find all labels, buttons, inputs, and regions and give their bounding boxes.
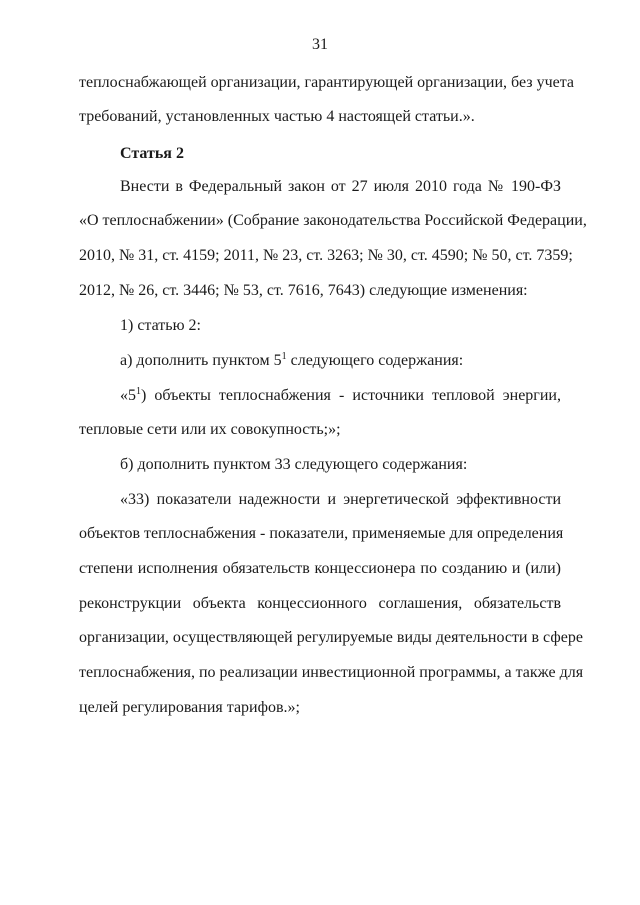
text-line-18: целей регулирования тарифов.»;	[79, 699, 300, 716]
subitem-a-text: а) дополнить пунктом 5	[120, 352, 282, 369]
text-line-12: «33) показатели надежности и энергетической эффективности	[120, 491, 561, 508]
subitem-a	[120, 351, 463, 371]
subitem-a-text-end: следующего содержания:	[286, 352, 464, 369]
list-item-1: 1) статью 2:	[120, 317, 201, 334]
text-line-5: 2010, № 31, ст. 4159; 2011, № 23, ст. 3263; № 30, ст. 4590; № 50, ст. 7359;	[79, 247, 573, 264]
superscript: 1	[281, 351, 287, 362]
text-line-16: организации, осуществляющей регулируемые виды деятельности в сфере	[79, 629, 583, 646]
page-number: 31	[312, 36, 328, 53]
text-line-15: реконструкции объекта концессионного соглашения, обязательств	[79, 595, 561, 612]
text-line-3: Внести в Федеральный закон от 27 июля 2010 года № 190-ФЗ	[120, 178, 561, 195]
text-line-4: «О теплоснабжении» (Собрание законодательства Российской Федерации,	[79, 212, 587, 229]
text-line-13: объектов теплоснабжения - показатели, применяемые для определения	[79, 525, 564, 542]
text-line-1: теплоснабжающей организации, гарантирующей организации, без учета	[79, 74, 575, 91]
text-line-9	[120, 386, 561, 406]
quote-text: ) объекты теплоснабжения - источники тепловой энергии,	[141, 387, 561, 404]
quote-start: «5	[120, 387, 136, 404]
text-line-2: требований, установленных частью 4 настоящей статьи.».	[79, 108, 475, 125]
article-heading: Статья 2	[120, 145, 184, 162]
text-line-6: 2012, № 26, ст. 3446; № 53, ст. 7616, 7643) следующие изменения:	[79, 282, 528, 299]
superscript: 1	[136, 386, 141, 397]
text-line-10: тепловые сети или их совокупность;»;	[79, 421, 341, 438]
text-line-14: степени исполнения обязательств концессионера по созданию и (или)	[79, 560, 561, 577]
subitem-b: б) дополнить пунктом 33 следующего содержания:	[120, 456, 468, 473]
text-line-17: теплоснабжения, по реализации инвестиционной программы, а также для	[79, 664, 584, 681]
